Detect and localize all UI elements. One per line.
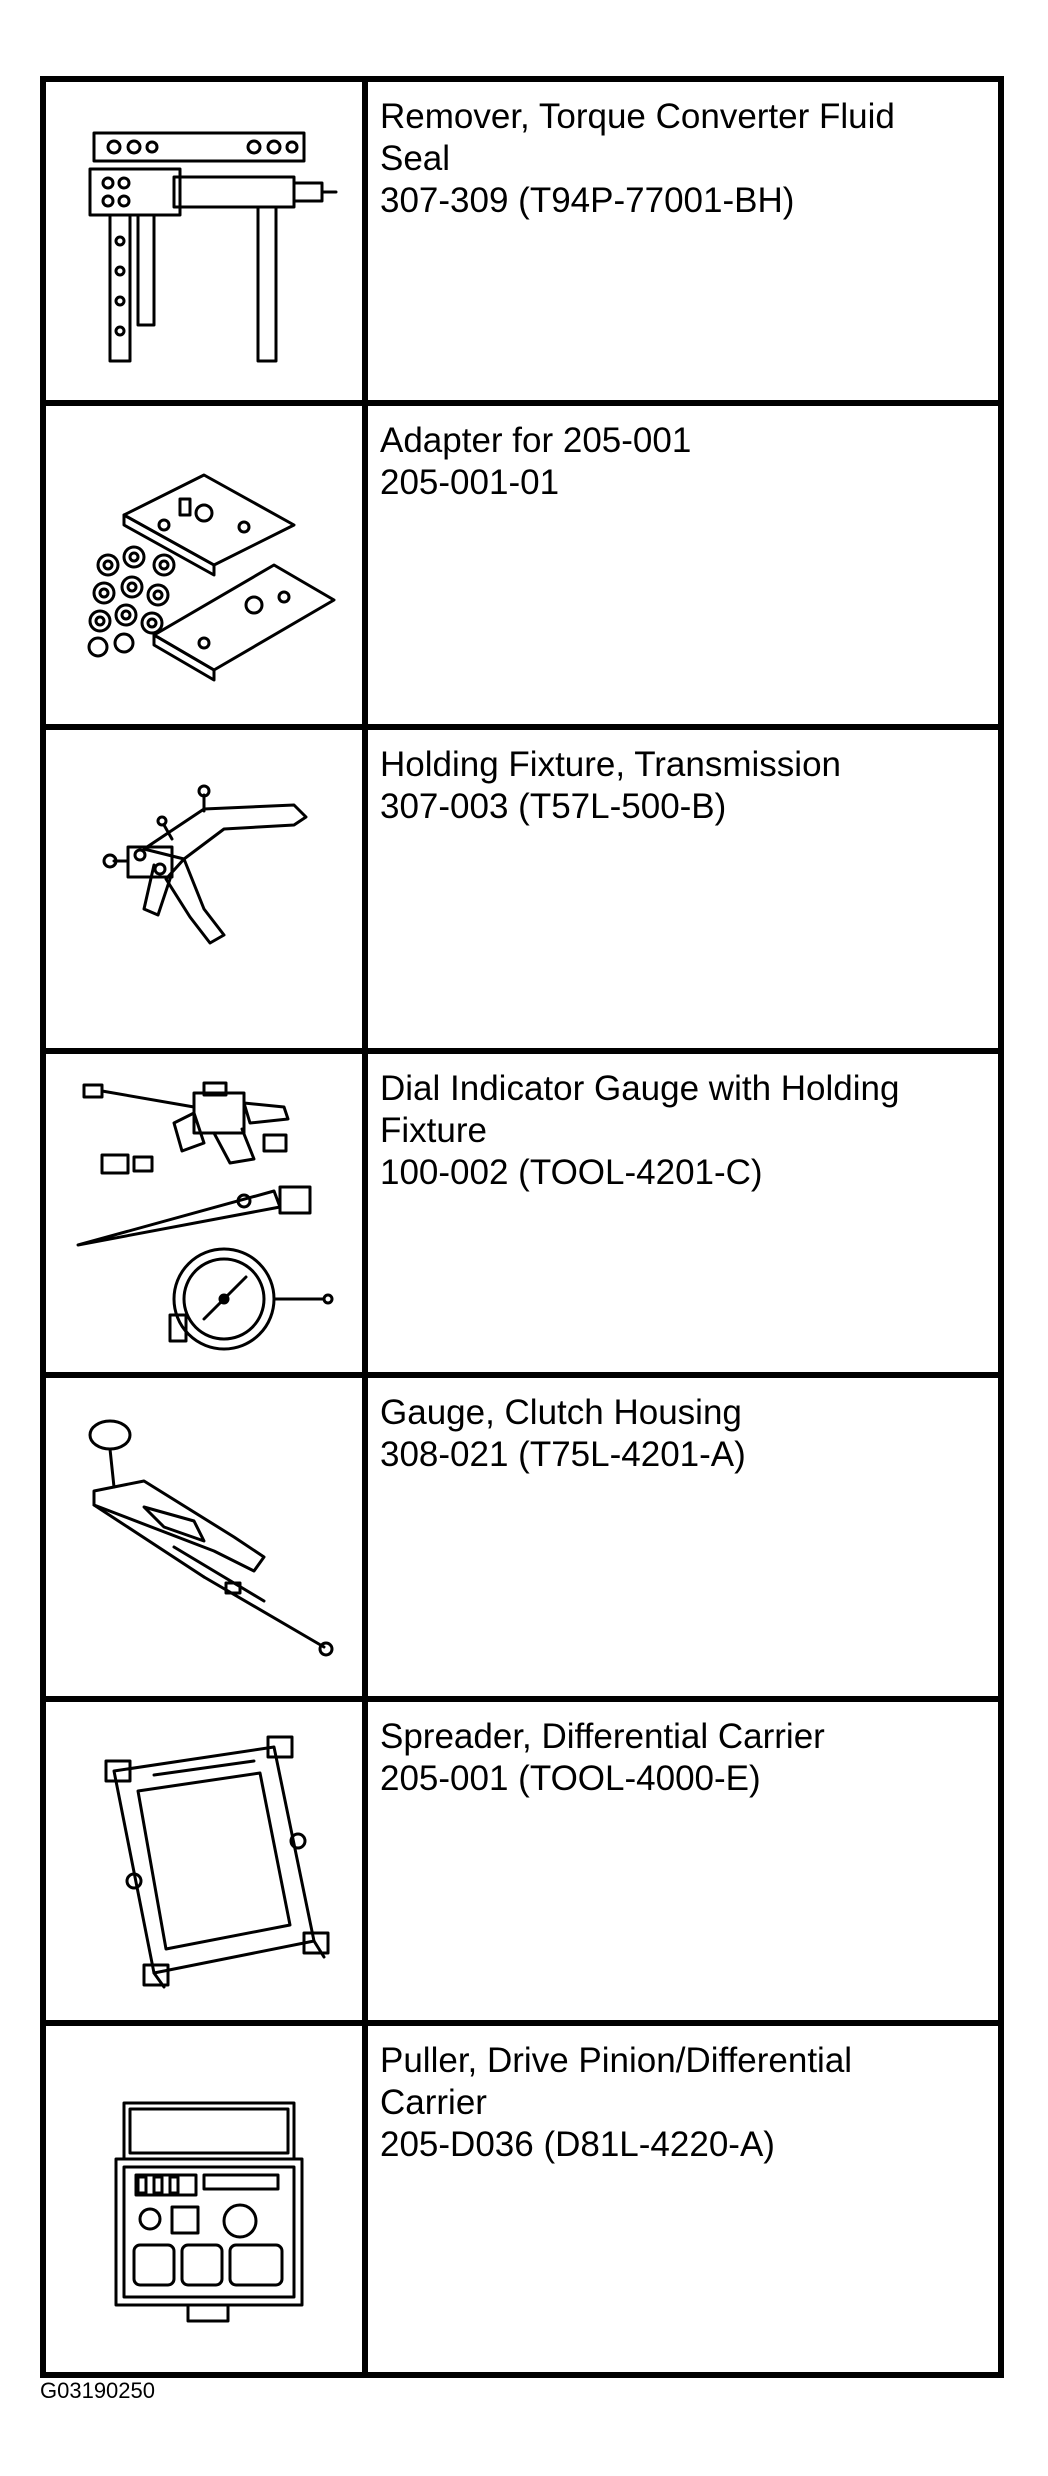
tool-info-cell [365, 1051, 1001, 1375]
tool-illustration-cell [43, 727, 365, 1051]
tool-name: Gauge, Clutch Housing [380, 1393, 742, 1432]
tool-name: Spreader, Differential Carrier [380, 1717, 825, 1756]
tool-illustration-cell [43, 1699, 365, 2023]
tool-number: 205-001 (TOOL-4000-E) [380, 1759, 761, 1798]
carrier-spreader-icon [54, 1711, 354, 2011]
tool-name: Holding Fixture, Transmission [380, 745, 841, 784]
tool-row [43, 2023, 1001, 2375]
tool-row [43, 79, 1001, 403]
tool-number: 100-002 (TOOL-4201-C) [380, 1153, 763, 1192]
tool-number: 205-D036 (D81L-4220-A) [380, 2125, 775, 2164]
tool-name: Adapter for 205-001 [380, 421, 692, 460]
tool-row [43, 1375, 1001, 1699]
tool-info-cell [365, 727, 1001, 1051]
tool-info-cell [365, 1699, 1001, 2023]
tool-illustration-cell [43, 2023, 365, 2375]
tool-row [43, 403, 1001, 727]
adapter-plates-icon [54, 415, 354, 715]
tool-info-cell [365, 2023, 1001, 2375]
tool-number: 308-021 (T75L-4201-A) [380, 1435, 746, 1474]
puller-kit-case-icon [54, 2049, 354, 2349]
special-tools-table [40, 76, 1004, 2378]
tool-row [43, 1699, 1001, 2023]
tool-number: 307-309 (T94P-77001-BH) [380, 181, 795, 220]
tool-illustration-cell [43, 403, 365, 727]
tool-illustration-cell [43, 1375, 365, 1699]
tool-row [43, 1051, 1001, 1375]
tool-info-cell [365, 1375, 1001, 1699]
clutch-housing-gauge-icon [54, 1387, 354, 1687]
tool-info-cell [365, 403, 1001, 727]
seal-remover-icon [54, 91, 354, 391]
figure-code: G03190250 [40, 2378, 155, 2403]
dial-indicator-icon [54, 1063, 354, 1363]
tool-number: 307-003 (T57L-500-B) [380, 787, 727, 826]
tool-row [43, 727, 1001, 1051]
holding-fixture-icon [54, 739, 354, 1039]
tool-info-cell [365, 79, 1001, 403]
tool-number: 205-001-01 [380, 463, 560, 502]
tool-name: Dial Indicator Gauge with Holding Fixture [380, 1069, 900, 1150]
tool-illustration-cell [43, 1051, 365, 1375]
tool-name: Puller, Drive Pinion/Differential Carrier [380, 2041, 853, 2122]
tool-illustration-cell [43, 79, 365, 403]
tool-name: Remover, Torque Converter Fluid Seal [380, 97, 895, 178]
